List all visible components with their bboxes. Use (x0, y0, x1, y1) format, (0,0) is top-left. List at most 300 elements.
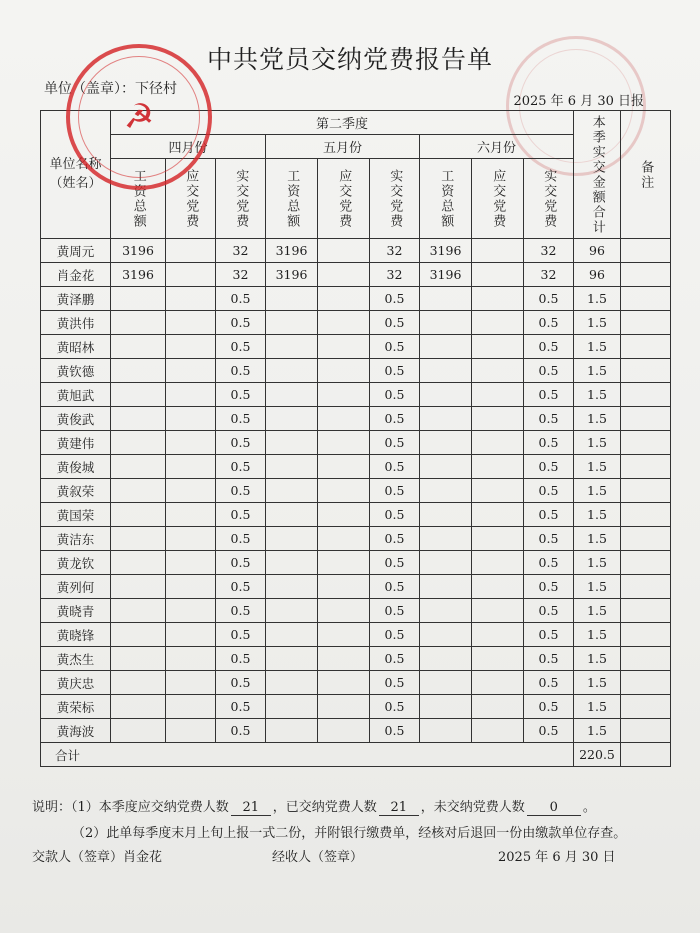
quarter-total-cell: 1.5 (574, 695, 621, 719)
salary-cell (111, 407, 166, 431)
paid-cell: 0.5 (370, 455, 420, 479)
due-cell (166, 503, 216, 527)
paid-cell: 0.5 (370, 551, 420, 575)
salary-cell (111, 719, 166, 743)
quarter-header: 第二季度 (111, 111, 574, 135)
paid-cell: 0.5 (216, 503, 266, 527)
due-cell (318, 503, 370, 527)
salary-cell (420, 599, 472, 623)
table-row (41, 263, 671, 287)
due-cell (472, 599, 524, 623)
due-cell (166, 407, 216, 431)
salary-cell (420, 575, 472, 599)
due-cell (166, 359, 216, 383)
due-count: 21 (231, 800, 271, 816)
table-row (41, 455, 671, 479)
salary-cell (266, 503, 318, 527)
paid-cell: 0.5 (524, 575, 574, 599)
paid-cell: 0.5 (216, 479, 266, 503)
unpaid-count: 0 (527, 800, 581, 816)
paid-cell: 0.5 (216, 527, 266, 551)
paid-cell: 0.5 (524, 407, 574, 431)
due-cell (472, 287, 524, 311)
month-header-april: 四月份 (111, 135, 266, 159)
salary-cell (266, 599, 318, 623)
due-cell (472, 311, 524, 335)
remark-cell (621, 575, 671, 599)
remark-cell (621, 455, 671, 479)
remark-cell (621, 359, 671, 383)
due-cell (472, 671, 524, 695)
quarter-total-cell: 1.5 (574, 311, 621, 335)
table-row (41, 431, 671, 455)
remark-cell (621, 263, 671, 287)
member-name: 黄晓锋 (41, 623, 111, 647)
paid-cell: 0.5 (216, 671, 266, 695)
salary-cell (420, 287, 472, 311)
subcol-header-due: 应交党费 (472, 159, 524, 239)
member-name: 黄杰生 (41, 647, 111, 671)
remark-col-header: 备注 (621, 111, 671, 239)
quarter-total-cell: 1.5 (574, 527, 621, 551)
name-col-header: 单位名称（姓名） (41, 111, 111, 239)
salary-cell (111, 335, 166, 359)
due-cell (166, 311, 216, 335)
subcol-header-due: 应交党费 (166, 159, 216, 239)
paid-cell: 0.5 (216, 311, 266, 335)
due-cell (166, 479, 216, 503)
paid-cell: 0.5 (216, 455, 266, 479)
remark-cell (621, 335, 671, 359)
table-row (41, 719, 671, 743)
paid-cell: 0.5 (524, 599, 574, 623)
subcol-header-salary: 工资总额 (420, 159, 472, 239)
paid-cell: 0.5 (524, 431, 574, 455)
table-row (41, 647, 671, 671)
remark-cell (621, 239, 671, 263)
salary-cell: 3196 (111, 263, 166, 287)
paid-cell: 0.5 (370, 503, 420, 527)
paid-cell: 0.5 (370, 599, 420, 623)
paid-cell: 0.5 (370, 575, 420, 599)
member-name: 黄周元 (41, 239, 111, 263)
member-name: 黄叙荣 (41, 479, 111, 503)
due-cell (472, 383, 524, 407)
salary-cell (111, 431, 166, 455)
salary-cell (266, 479, 318, 503)
salary-cell (266, 671, 318, 695)
salary-cell (266, 455, 318, 479)
salary-cell (420, 551, 472, 575)
quarter-total-col-header: 本季实交金额合计 (574, 111, 621, 239)
quarter-total-cell: 96 (574, 263, 621, 287)
due-cell (472, 647, 524, 671)
salary-cell (111, 623, 166, 647)
due-cell (166, 263, 216, 287)
due-cell (318, 263, 370, 287)
paid-cell: 0.5 (370, 287, 420, 311)
due-cell (166, 647, 216, 671)
paid-cell: 0.5 (370, 719, 420, 743)
paid-cell: 0.5 (370, 671, 420, 695)
salary-cell (420, 335, 472, 359)
due-cell (318, 479, 370, 503)
paid-cell: 0.5 (370, 311, 420, 335)
salary-cell (266, 335, 318, 359)
table-row (41, 383, 671, 407)
paid-cell: 0.5 (524, 623, 574, 647)
due-cell (472, 431, 524, 455)
paid-cell: 0.5 (524, 479, 574, 503)
due-cell (166, 623, 216, 647)
due-cell (166, 335, 216, 359)
salary-cell (111, 575, 166, 599)
member-name: 黄龙钦 (41, 551, 111, 575)
salary-cell (420, 623, 472, 647)
paid-cell: 0.5 (524, 311, 574, 335)
payer-signature: 交款人（签章）肖金花 (32, 850, 163, 865)
salary-cell (266, 575, 318, 599)
hammer-sickle-icon: ☭ (123, 97, 155, 137)
due-cell (166, 671, 216, 695)
due-cell (166, 575, 216, 599)
due-cell (166, 695, 216, 719)
member-name: 黄建伟 (41, 431, 111, 455)
paid-cell: 0.5 (216, 335, 266, 359)
table-row (41, 599, 671, 623)
paid-cell: 0.5 (370, 431, 420, 455)
quarter-total-cell: 1.5 (574, 335, 621, 359)
subcol-header-salary: 工资总额 (111, 159, 166, 239)
salary-cell (266, 551, 318, 575)
table-row (41, 287, 671, 311)
salary-cell (111, 599, 166, 623)
paid-cell: 0.5 (216, 431, 266, 455)
due-cell (472, 575, 524, 599)
remark-cell (621, 623, 671, 647)
table-row (41, 623, 671, 647)
party-seal-stamp (66, 44, 212, 190)
paid-cell: 0.5 (370, 359, 420, 383)
paid-cell: 32 (524, 263, 574, 287)
remark-cell (621, 431, 671, 455)
due-cell (318, 527, 370, 551)
paid-cell: 32 (370, 263, 420, 287)
salary-cell (111, 527, 166, 551)
due-cell (166, 719, 216, 743)
total-label: 合计 (41, 743, 574, 767)
remark-cell (621, 479, 671, 503)
due-cell (318, 719, 370, 743)
quarter-total-cell: 1.5 (574, 479, 621, 503)
salary-cell: 3196 (266, 263, 318, 287)
due-cell (318, 455, 370, 479)
due-cell (472, 335, 524, 359)
paid-cell: 0.5 (524, 383, 574, 407)
salary-cell (111, 455, 166, 479)
salary-cell (420, 479, 472, 503)
salary-cell (420, 647, 472, 671)
note-line-2: （2）此单每季度末月上旬上报一式二份，并附银行缴费单，经核对后退回一份由缴款单位存查。 (72, 826, 627, 841)
member-name: 黄洪伟 (41, 311, 111, 335)
salary-cell (420, 383, 472, 407)
due-cell (472, 407, 524, 431)
salary-cell (111, 311, 166, 335)
salary-cell (266, 383, 318, 407)
salary-cell (420, 311, 472, 335)
salary-cell (266, 647, 318, 671)
due-cell (318, 599, 370, 623)
paid-cell: 32 (524, 239, 574, 263)
paid-cell: 0.5 (370, 647, 420, 671)
salary-cell (111, 287, 166, 311)
table-row (41, 359, 671, 383)
remark-cell (621, 647, 671, 671)
note-1-mid2: ，未交纳党费人数 (420, 800, 525, 815)
table-row (41, 503, 671, 527)
due-cell (318, 335, 370, 359)
quarter-total-cell: 1.5 (574, 719, 621, 743)
due-cell (318, 359, 370, 383)
report-date: 2025 年 6 月 30 日报 (513, 94, 644, 109)
note-1-prefix: 说明：（1）本季度应交纳党费人数 (32, 800, 229, 815)
member-name: 黄庆忠 (41, 671, 111, 695)
salary-cell (111, 383, 166, 407)
month-header-may: 五月份 (266, 135, 420, 159)
subcol-header-paid: 实交党费 (216, 159, 266, 239)
remark-cell (621, 527, 671, 551)
due-cell (318, 383, 370, 407)
paid-cell: 0.5 (370, 383, 420, 407)
member-name: 黄旭武 (41, 383, 111, 407)
salary-cell: 3196 (420, 263, 472, 287)
salary-cell (111, 671, 166, 695)
remark-cell (621, 719, 671, 743)
member-name: 黄昭林 (41, 335, 111, 359)
salary-cell (266, 287, 318, 311)
remark-cell (621, 551, 671, 575)
paid-cell: 0.5 (370, 623, 420, 647)
remark-cell (621, 671, 671, 695)
due-cell (472, 551, 524, 575)
subcol-header-salary: 工资总额 (266, 159, 318, 239)
quarter-total-cell: 1.5 (574, 671, 621, 695)
paid-cell: 32 (370, 239, 420, 263)
dues-table (40, 110, 671, 767)
table-row (41, 575, 671, 599)
salary-cell: 3196 (266, 239, 318, 263)
salary-cell (111, 503, 166, 527)
remark-cell (621, 383, 671, 407)
salary-cell (266, 407, 318, 431)
quarter-total-cell: 1.5 (574, 407, 621, 431)
quarter-total-cell: 1.5 (574, 503, 621, 527)
table-row (41, 311, 671, 335)
member-name: 黄俊城 (41, 455, 111, 479)
table-row (41, 239, 671, 263)
salary-cell (266, 431, 318, 455)
salary-cell (111, 479, 166, 503)
due-cell (472, 719, 524, 743)
due-cell (318, 239, 370, 263)
salary-cell (420, 359, 472, 383)
quarter-total-cell: 96 (574, 239, 621, 263)
due-cell (166, 455, 216, 479)
salary-cell (420, 527, 472, 551)
salary-cell: 3196 (111, 239, 166, 263)
due-cell (318, 647, 370, 671)
due-cell (472, 263, 524, 287)
table-row (41, 407, 671, 431)
salary-cell (111, 359, 166, 383)
paid-cell: 0.5 (524, 551, 574, 575)
due-cell (472, 695, 524, 719)
subcol-header-due: 应交党费 (318, 159, 370, 239)
due-cell (318, 623, 370, 647)
remark-cell (621, 695, 671, 719)
due-cell (166, 287, 216, 311)
table-row (41, 671, 671, 695)
table-row (41, 695, 671, 719)
due-cell (472, 455, 524, 479)
due-cell (318, 431, 370, 455)
note-line-1 (32, 796, 596, 816)
member-name: 黄晓青 (41, 599, 111, 623)
remark-cell (621, 311, 671, 335)
paid-cell: 0.5 (216, 695, 266, 719)
due-cell (472, 239, 524, 263)
member-name: 黄海波 (41, 719, 111, 743)
remark-cell (621, 287, 671, 311)
salary-cell (420, 719, 472, 743)
paid-cell: 0.5 (524, 695, 574, 719)
due-cell (472, 479, 524, 503)
paid-cell: 0.5 (370, 335, 420, 359)
quarter-total-cell: 1.5 (574, 359, 621, 383)
due-cell (318, 287, 370, 311)
salary-cell (111, 551, 166, 575)
month-header-june: 六月份 (420, 135, 574, 159)
remark-cell (621, 407, 671, 431)
due-cell (318, 695, 370, 719)
due-cell (318, 551, 370, 575)
due-cell (166, 599, 216, 623)
salary-cell (266, 719, 318, 743)
paid-cell: 0.5 (524, 335, 574, 359)
paid-cell: 32 (216, 263, 266, 287)
salary-cell (111, 647, 166, 671)
member-name: 黄钦德 (41, 359, 111, 383)
quarter-total-cell: 1.5 (574, 623, 621, 647)
paid-cell: 0.5 (216, 383, 266, 407)
paid-cell: 0.5 (216, 647, 266, 671)
due-cell (166, 551, 216, 575)
salary-cell (266, 695, 318, 719)
member-name: 黄国荣 (41, 503, 111, 527)
receiver-signature: 经收人（签章） (272, 850, 364, 865)
quarter-total-cell: 1.5 (574, 287, 621, 311)
salary-cell: 3196 (420, 239, 472, 263)
salary-cell (266, 359, 318, 383)
paid-cell: 0.5 (370, 527, 420, 551)
note-1-end: 。 (582, 800, 596, 815)
remark-cell (621, 599, 671, 623)
paid-cell: 0.5 (524, 359, 574, 383)
paid-cell: 0.5 (216, 599, 266, 623)
paid-cell: 0.5 (216, 407, 266, 431)
member-name: 肖金花 (41, 263, 111, 287)
paid-cell: 0.5 (370, 407, 420, 431)
unit-label: 单位（盖章）：下径村 (44, 81, 177, 97)
due-cell (166, 431, 216, 455)
table-row (41, 551, 671, 575)
due-cell (472, 359, 524, 383)
total-row (41, 743, 671, 767)
due-cell (166, 383, 216, 407)
due-cell (318, 407, 370, 431)
quarter-total-cell: 1.5 (574, 383, 621, 407)
due-cell (472, 527, 524, 551)
paid-cell: 0.5 (524, 287, 574, 311)
table-row (41, 527, 671, 551)
paid-cell: 0.5 (524, 527, 574, 551)
due-cell (318, 311, 370, 335)
paid-cell: 0.5 (370, 695, 420, 719)
subcol-header-paid: 实交党费 (370, 159, 420, 239)
salary-cell (420, 407, 472, 431)
table-row (41, 479, 671, 503)
salary-cell (420, 431, 472, 455)
quarter-total-cell: 1.5 (574, 431, 621, 455)
paid-cell: 0.5 (524, 503, 574, 527)
paid-cell: 0.5 (524, 719, 574, 743)
salary-cell (266, 527, 318, 551)
remark-cell (621, 743, 671, 767)
salary-cell (111, 695, 166, 719)
member-name: 黄泽鹏 (41, 287, 111, 311)
salary-cell (420, 695, 472, 719)
paid-cell: 0.5 (216, 287, 266, 311)
remark-cell (621, 503, 671, 527)
footer-date: 2025 年 6 月 30 日 (498, 850, 616, 865)
subcol-header-paid: 实交党费 (524, 159, 574, 239)
paid-cell: 0.5 (216, 575, 266, 599)
paid-cell: 32 (216, 239, 266, 263)
salary-cell (420, 671, 472, 695)
member-name: 黄列何 (41, 575, 111, 599)
paid-cell: 0.5 (524, 455, 574, 479)
paid-cell: 0.5 (524, 647, 574, 671)
paid-cell: 0.5 (216, 623, 266, 647)
grand-total-value: 220.5 (574, 743, 621, 767)
document-title: 中共党员交纳党费报告单 (206, 45, 493, 74)
due-cell (472, 623, 524, 647)
due-cell (166, 239, 216, 263)
paid-cell: 0.5 (370, 479, 420, 503)
salary-cell (266, 311, 318, 335)
quarter-total-cell: 1.5 (574, 551, 621, 575)
salary-cell (266, 623, 318, 647)
salary-cell (420, 503, 472, 527)
salary-cell (420, 455, 472, 479)
quarter-total-cell: 1.5 (574, 599, 621, 623)
table-row (41, 335, 671, 359)
member-name: 黄荣标 (41, 695, 111, 719)
member-name: 黄洁东 (41, 527, 111, 551)
paid-cell: 0.5 (216, 359, 266, 383)
quarter-total-cell: 1.5 (574, 647, 621, 671)
member-name: 黄俊武 (41, 407, 111, 431)
